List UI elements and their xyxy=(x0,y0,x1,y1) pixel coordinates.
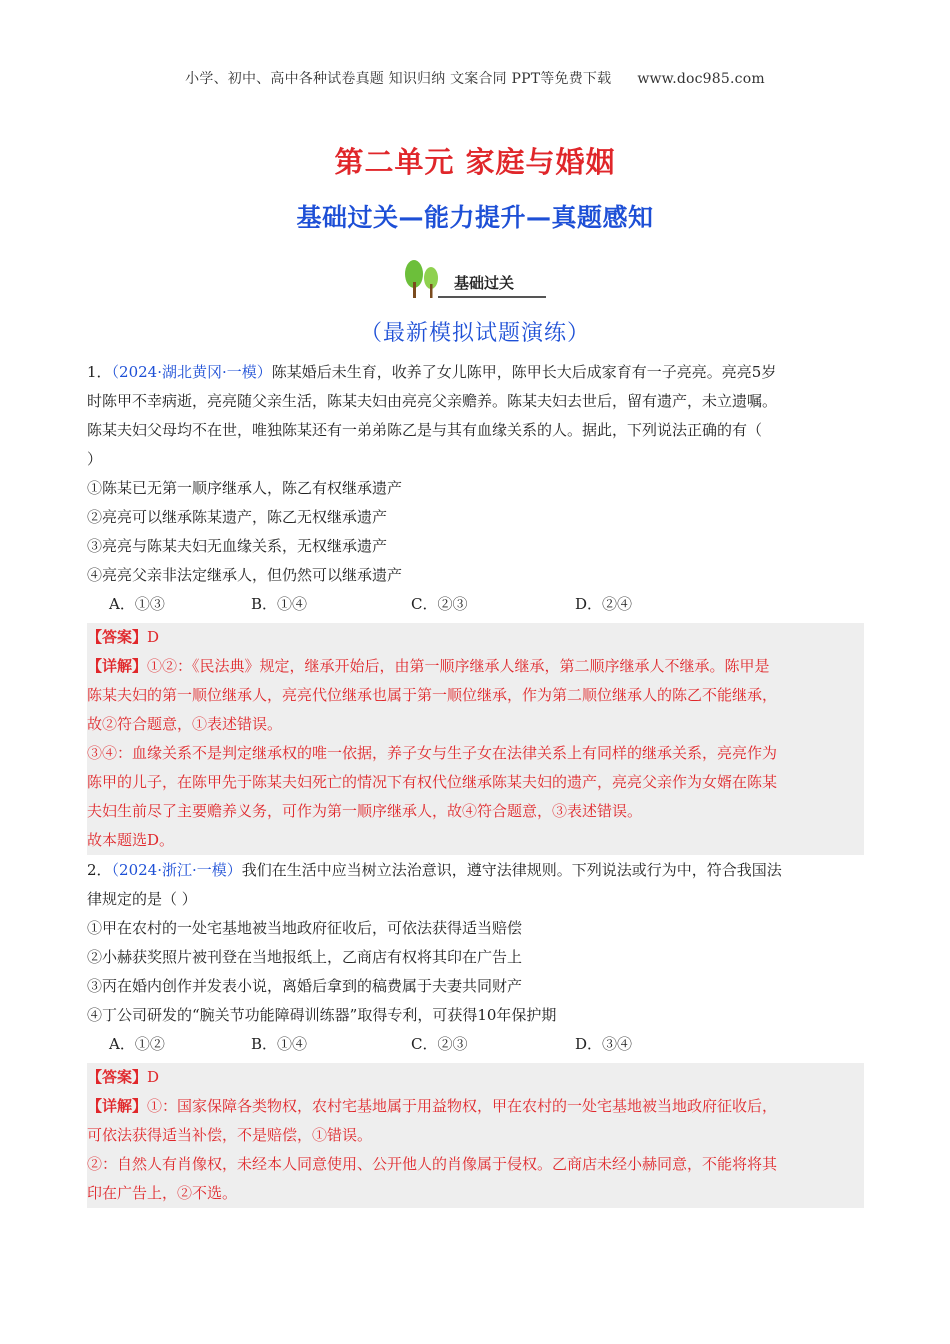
section-badge xyxy=(398,258,548,302)
section-badge-label: 基础过关 xyxy=(454,274,515,292)
question-2-statement: ④丁公司研发的“腕关节功能障碍训练器”取得专利，可获得10年保护期 xyxy=(87,1006,557,1024)
detail-line: ②：自然人有肖像权，未经本人同意使用、公开他人的肖像属于侵权。乙商店未经小赫同意，不能将将其 xyxy=(87,1155,778,1173)
question-2-detail xyxy=(87,1092,858,1121)
header-site[interactable]: www.doc985.com xyxy=(637,71,765,87)
question-1-detail xyxy=(87,652,858,681)
question-1-stem xyxy=(87,358,864,387)
section-badge-underline xyxy=(438,296,546,298)
option-d[interactable]: D．②④ xyxy=(575,595,633,613)
question-1-line: ） xyxy=(87,450,103,468)
question-2-statement: ③丙在婚内创作并发表小说，离婚后拿到的稿费属于夫妻共同财产 xyxy=(87,977,523,995)
answer-label: 【答案】 xyxy=(87,1068,148,1086)
detail-line: 陈某夫妇的第一顺位继承人，亮亮代位继承也属于第一顺位继承，作为第二顺位继承人的陈乙不能继承， xyxy=(87,686,778,704)
question-2-statement: ①甲在农村的一处宅基地被当地政府征收后，可依法获得适当赔偿 xyxy=(87,919,523,937)
detail-line: 故②符合题意，①表述错误。 xyxy=(87,715,283,733)
question-1-statement: ④亮亮父亲非法定继承人，但仍然可以继承遗产 xyxy=(87,566,403,584)
detail-line: 陈甲的儿子，在陈甲先于陈某夫妇死亡的情况下有权代位继承陈某夫妇的遗产，亮亮父亲作为女婿在陈某 xyxy=(87,773,778,791)
detail-line: ①②：《民法典》规定，继承开始后，由第一顺序继承人继承，第二顺序继承人不继承。陈甲是 xyxy=(147,657,770,675)
question-1-line: 陈某夫妇父母均不在世，唯独陈某还有一弟弟陈乙是与其有血缘关系的人。据此，下列说法正确的有（ xyxy=(87,421,763,439)
option-b[interactable]: B．①④ xyxy=(251,1035,308,1053)
question-1-line: 时陈甲不幸病逝，亮亮随父亲生活，陈某夫妇由亮亮父亲赡养。陈某夫妇去世后，留有遗产，未立遗嘱。 xyxy=(87,392,778,410)
question-2-answer-box xyxy=(87,1063,864,1208)
page-subtitle: 基础过关—能力提升—真题感知 xyxy=(296,203,654,232)
question-2 xyxy=(87,856,864,1208)
option-b[interactable]: B．①④ xyxy=(251,595,308,613)
question-1-number: 1． xyxy=(87,363,112,381)
question-1-statement: ②亮亮可以继承陈某遗产，陈乙无权继承遗产 xyxy=(87,508,388,526)
detail-label: 【详解】 xyxy=(87,657,148,675)
question-1-answer xyxy=(87,623,858,652)
page-title: 第二单元 家庭与婚姻 xyxy=(334,145,616,179)
question-2-line: 律规定的是（ ） xyxy=(87,890,197,908)
option-a[interactable]: A．①③ xyxy=(109,595,165,613)
question-1-statement: ①陈某已无第一顺序继承人，陈乙有权继承遗产 xyxy=(87,479,403,497)
question-1-source: （2024·湖北黄冈·一模） xyxy=(111,363,272,381)
question-1-statement: ③亮亮与陈某夫妇无血缘关系，无权继承遗产 xyxy=(87,537,388,555)
answer-value: D xyxy=(147,1068,160,1086)
answer-label: 【答案】 xyxy=(87,628,148,646)
option-c[interactable]: C．②③ xyxy=(411,595,468,613)
option-c[interactable]: C．②③ xyxy=(411,1035,468,1053)
question-1-options xyxy=(87,590,864,619)
question-2-answer xyxy=(87,1063,858,1092)
detail-line: 印在广告上，②不选。 xyxy=(87,1184,238,1202)
question-2-source: （2024·浙江·一模） xyxy=(111,861,242,879)
option-a[interactable]: A．①② xyxy=(109,1035,165,1053)
question-2-number: 2． xyxy=(87,861,112,879)
question-2-options xyxy=(87,1030,864,1059)
question-2-statement: ②小赫获奖照片被刊登在当地报纸上，乙商店有权将其印在广告上 xyxy=(87,948,523,966)
section-subtitle: （最新模拟试题演练） xyxy=(359,321,590,346)
question-1 xyxy=(87,358,864,855)
detail-line: ①：国家保障各类物权，农村宅基地属于用益物权，甲在农村的一处宅基地被当地政府征收后， xyxy=(147,1097,778,1115)
question-1-answer-box xyxy=(87,623,864,855)
question-2-stem xyxy=(87,856,864,885)
question-1-line: 陈某婚后未生育，收养了女儿陈甲，陈甲长大后成家育有一子亮亮。亮亮5岁 xyxy=(271,363,777,381)
question-2-line: 我们在生活中应当树立法治意识，遵守法律规则。下列说法或行为中，符合我国法 xyxy=(241,861,782,879)
page-header xyxy=(0,68,950,88)
answer-value: D xyxy=(147,628,160,646)
header-text: 小学、初中、高中各种试卷真题 知识归纳 文案合同 PPT等免费下载 xyxy=(185,71,612,87)
detail-line: 故本题选D。 xyxy=(87,831,175,849)
detail-line: 可依法获得适当补偿，不是赔偿，①错误。 xyxy=(87,1126,373,1144)
detail-line: ③④：血缘关系不是判定继承权的唯一依据，养子女与生子女在法律关系上有同样的继承关系，亮亮作为 xyxy=(87,744,778,762)
option-d[interactable]: D．③④ xyxy=(575,1035,633,1053)
detail-label: 【详解】 xyxy=(87,1097,148,1115)
detail-line: 夫妇生前尽了主要赡养义务，可作为第一顺序继承人，故④符合题意，③表述错误。 xyxy=(87,802,643,820)
